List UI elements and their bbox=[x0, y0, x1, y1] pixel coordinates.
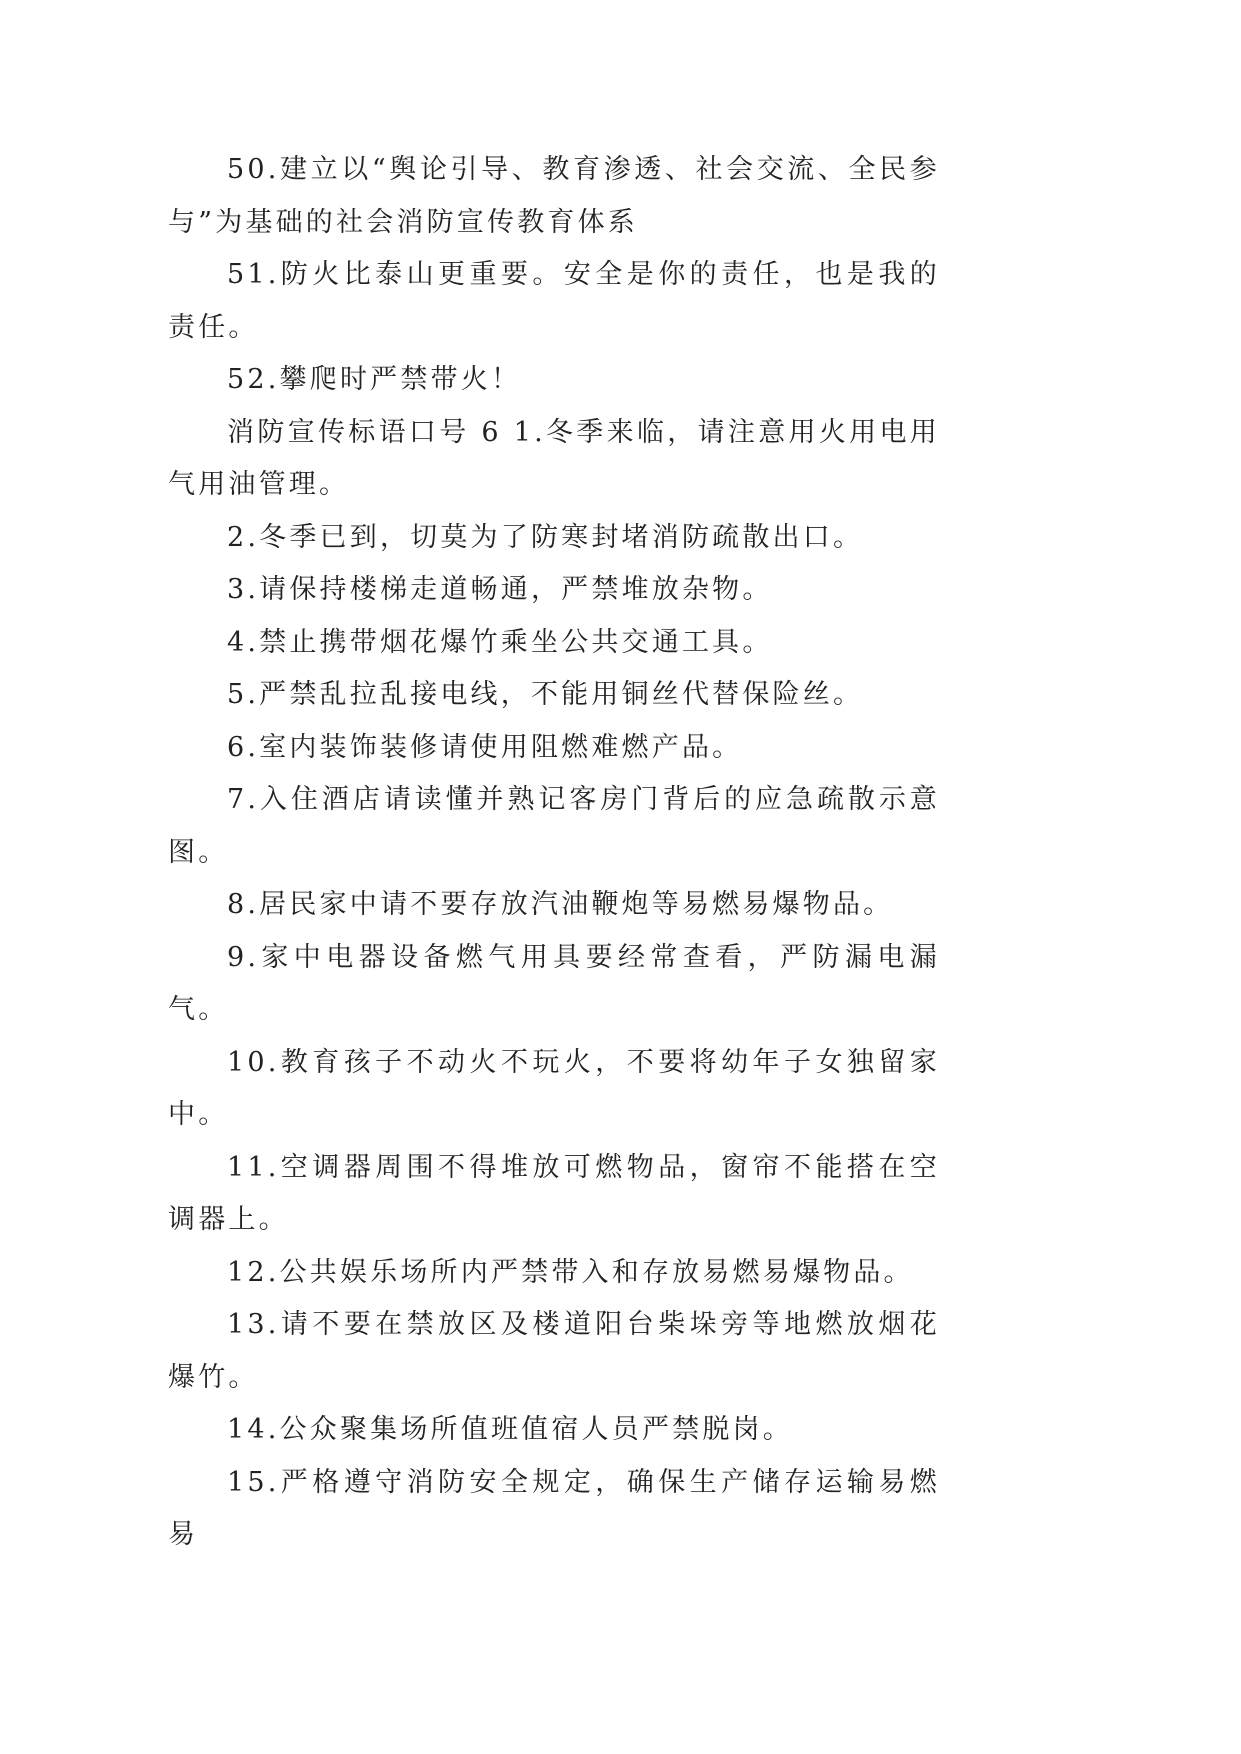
paragraph-item-10: 10.教育孩子不动火不玩火，不要将幼年子女独留家中。 bbox=[168, 1046, 940, 1130]
paragraph-item-6: 6.室内装饰装修请使用阻燃难燃产品。 bbox=[227, 731, 743, 763]
paragraph-item-9: 9.家中电器设备燃气用具要经常查看，严防漏电漏气。 bbox=[168, 941, 940, 1025]
paragraph-50: 50.建立以“舆论引导、教育渗透、社会交流、全民参与”为基础的社会消防宣传教育体系 bbox=[168, 154, 940, 238]
paragraph-item-2: 2.冬季已到，切莫为了防寒封堵消防疏散出口。 bbox=[227, 521, 864, 553]
paragraph-51: 51.防火比泰山更重要。安全是你的责任，也是我的责任。 bbox=[168, 259, 940, 343]
paragraph-item-7: 7.入住酒店请读懂并熟记客房门背后的应急疏散示意图。 bbox=[168, 784, 940, 868]
paragraph-item-11: 11.空调器周围不得堆放可燃物品，窗帘不能搭在空调器上。 bbox=[168, 1151, 940, 1235]
paragraph-item-15: 15.严格遵守消防安全规定，确保生产储存运输易燃易 bbox=[168, 1466, 940, 1550]
paragraph-item-4: 4.禁止携带烟花爆竹乘坐公共交通工具。 bbox=[227, 626, 773, 658]
paragraph-52: 52.攀爬时严禁带火！ bbox=[227, 364, 522, 395]
paragraph-item-13: 13.请不要在禁放区及楼道阳台柴垛旁等地燃放烟花爆竹。 bbox=[168, 1309, 940, 1393]
paragraph-item-14: 14.公众聚集场所值班值宿人员严禁脱岗。 bbox=[227, 1414, 793, 1445]
paragraph-item-3: 3.请保持楼梯走道畅通，严禁堆放杂物。 bbox=[227, 574, 773, 605]
paragraph-item-12: 12.公共娱乐场所内严禁带入和存放易燃易爆物品。 bbox=[227, 1256, 914, 1288]
paragraph-section-6-item-1: 消防宣传标语口号 6 1.冬季来临，请注意用火用电用气用油管理。 bbox=[168, 416, 940, 500]
document-body bbox=[168, 144, 940, 1562]
paragraph-item-8: 8.居民家中请不要存放汽油鞭炮等易燃易爆物品。 bbox=[227, 889, 894, 920]
paragraph-item-5: 5.严禁乱拉乱接电线，不能用铜丝代替保险丝。 bbox=[227, 679, 864, 710]
